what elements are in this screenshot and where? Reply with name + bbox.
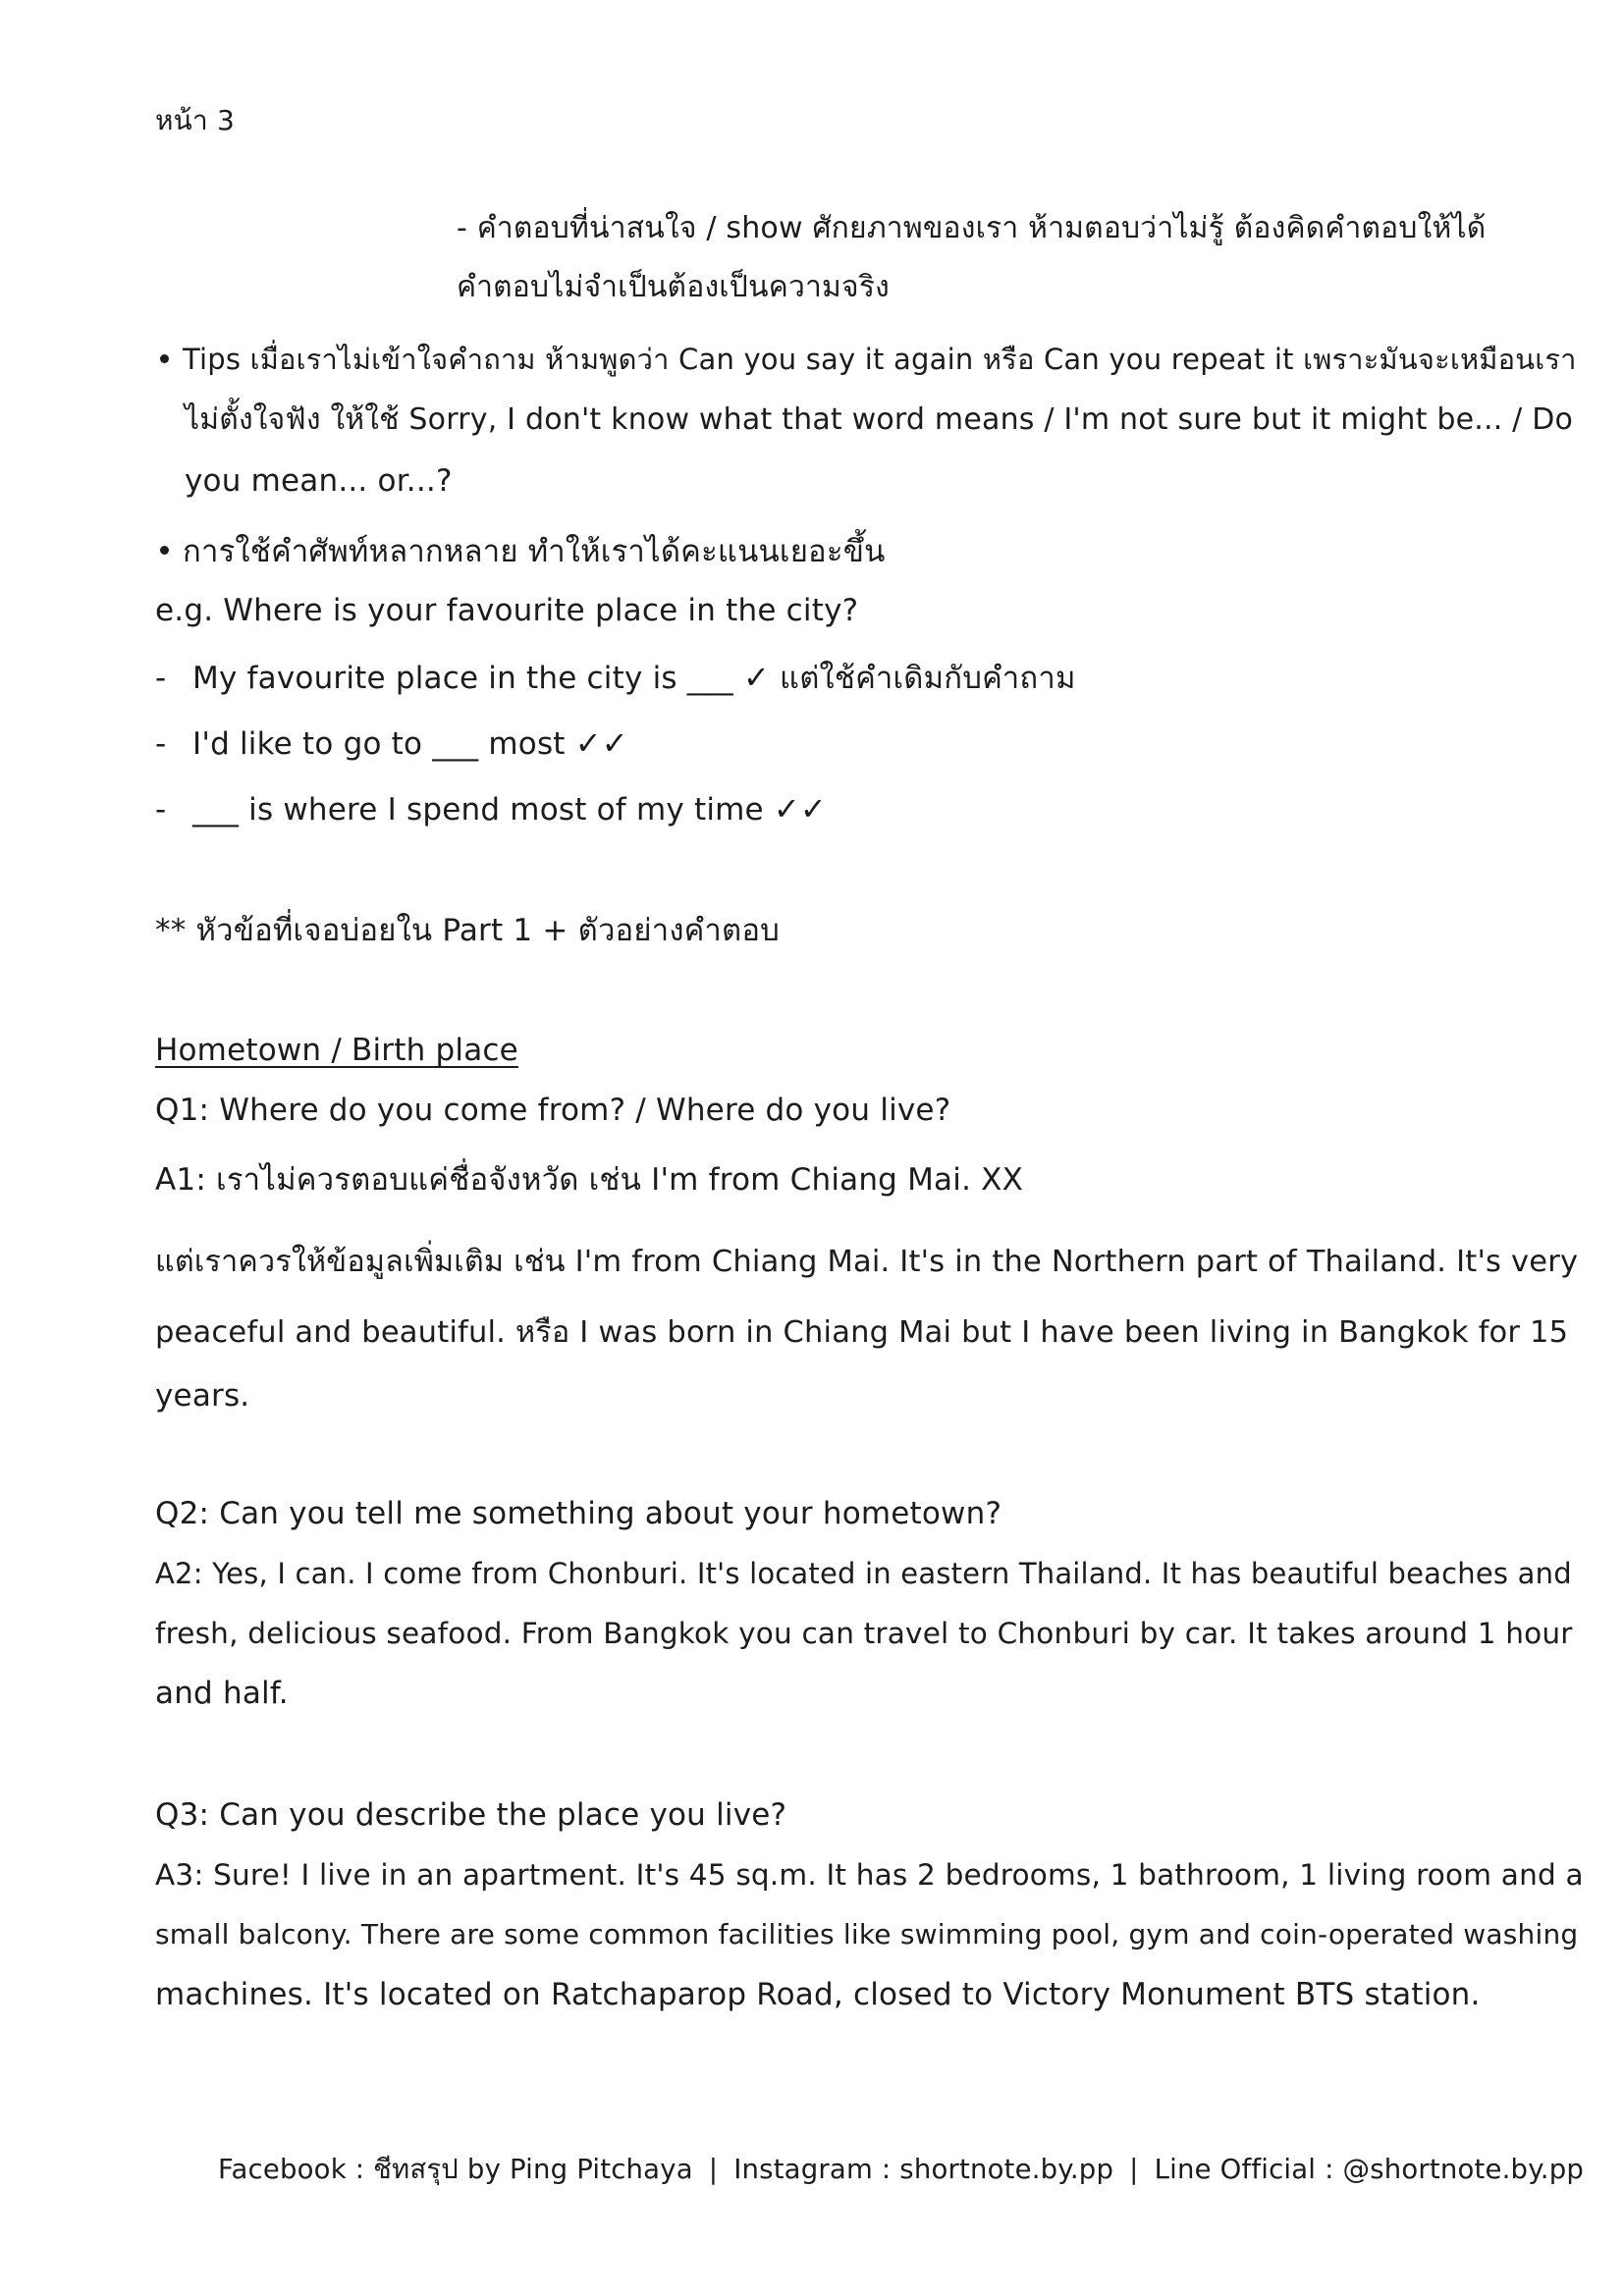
tips-line-3: you mean... or...? bbox=[185, 463, 453, 499]
question-3: Q3: Can you describe the place you live? bbox=[155, 1797, 787, 1833]
tips-bullet bbox=[160, 340, 1577, 379]
example-text: My favourite place in the city is ___ bbox=[192, 661, 733, 696]
footer-separator: | bbox=[1129, 2154, 1139, 2185]
dash-marker: - bbox=[155, 726, 167, 762]
checkmark-icon: ✓ bbox=[742, 659, 770, 696]
vocab-bullet-text: การใช้คำศัพท์หลากหลาย ทำให้เราได้คะแนนเยอะขึ้น bbox=[183, 534, 886, 569]
checkmark-icon: ✓✓ bbox=[574, 724, 628, 762]
sub-note-line-1: - คำตอบที่น่าสนใจ / show ศักยภาพของเรา ห้ามตอบว่าไม่รู้ ต้องคิดคำตอบให้ได้ bbox=[457, 211, 1487, 245]
example-text: I'd like to go to ___ most bbox=[192, 726, 566, 762]
example-text: ___ is where I spend most of my time bbox=[192, 792, 764, 828]
answer-3-line-3: machines. It's located on Ratchaparop Road, closed to Victory Monument BTS station. bbox=[155, 1977, 1481, 2012]
answer-1-more-line-2: peaceful and beautiful. หรือ I was born in Chiang Mai but I have been living in Bangkok for 15 bbox=[155, 1315, 1569, 1350]
example-item bbox=[155, 658, 1076, 698]
answer-2-line-1: A2: Yes, I can. I come from Chonburi. It's located in eastern Thailand. It has beautiful beaches and bbox=[155, 1557, 1572, 1590]
answer-1-more-line-3: years. bbox=[155, 1378, 250, 1414]
page-number: หน้า 3 bbox=[155, 104, 236, 136]
dash-marker: - bbox=[155, 661, 167, 696]
question-2: Q2: Can you tell me something about your hometown? bbox=[155, 1496, 1002, 1531]
vocab-bullet bbox=[160, 532, 886, 571]
tips-line-1: Tips เมื่อเราไม่เข้าใจคำถาม ห้ามพูดว่า Can you say it again หรือ Can you repeat it เพราะมันจะเหมือนเรา bbox=[183, 343, 1577, 376]
bullet-icon bbox=[160, 546, 169, 555]
question-1: Q1: Where do you come from? / Where do you live? bbox=[155, 1093, 951, 1128]
checkmark-icon: ✓✓ bbox=[773, 790, 827, 828]
footer-line-official: Line Official : @shortnote.by.pp bbox=[1154, 2154, 1585, 2185]
example-item bbox=[155, 789, 827, 829]
dash-marker: - bbox=[155, 792, 167, 828]
answer-2-line-3: and half. bbox=[155, 1676, 289, 1711]
answer-1-more-line-1: แต่เราควรให้ข้อมูลเพิ่มเติม เช่น I'm from Chiang Mai. It's in the Northern part of Thailand. It's very bbox=[155, 1245, 1579, 1279]
answer-3-line-2: small balcony. There are some common facilities like swimming pool, gym and coin-operated washing bbox=[155, 1918, 1579, 1950]
example-item bbox=[155, 723, 628, 764]
footer-facebook: Facebook : ชีทสรุป by Ping Pitchaya bbox=[218, 2154, 693, 2185]
sub-note-line-2: คำตอบไม่จำเป็นต้องเป็นความจริง bbox=[457, 270, 890, 304]
answer-1: A1: เราไม่ควรตอบแค่ชื่อจังหวัด เช่น I'm from Chiang Mai. XX bbox=[155, 1162, 1024, 1198]
answer-3-line-1: A3: Sure! I live in an apartment. It's 45 sq.m. It has 2 bedrooms, 1 bathroom, 1 living room and a bbox=[155, 1858, 1584, 1892]
example-question: e.g. Where is your favourite place in the city? bbox=[155, 593, 859, 628]
topics-heading: ** หัวข้อที่เจอบ่อยใน Part 1 + ตัวอย่างคำตอบ bbox=[155, 913, 781, 948]
tips-line-2: ไม่ตั้งใจฟัง ให้ใช้ Sorry, I don't know what that word means / I'm not sure but it might be... / Do bbox=[185, 402, 1574, 437]
footer-instagram: Instagram : shortnote.by.pp bbox=[733, 2154, 1114, 2185]
section-heading: Hometown / Birth place bbox=[155, 1033, 518, 1068]
answer-2-line-2: fresh, delicious seafood. From Bangkok you can travel to Chonburi by car. It takes around 1 hour bbox=[155, 1617, 1573, 1650]
footer bbox=[218, 2150, 1584, 2189]
example-note: แต่ใช้คำเดิมกับคำถาม bbox=[780, 661, 1076, 696]
bullet-icon bbox=[160, 354, 169, 363]
footer-separator: | bbox=[708, 2154, 719, 2185]
